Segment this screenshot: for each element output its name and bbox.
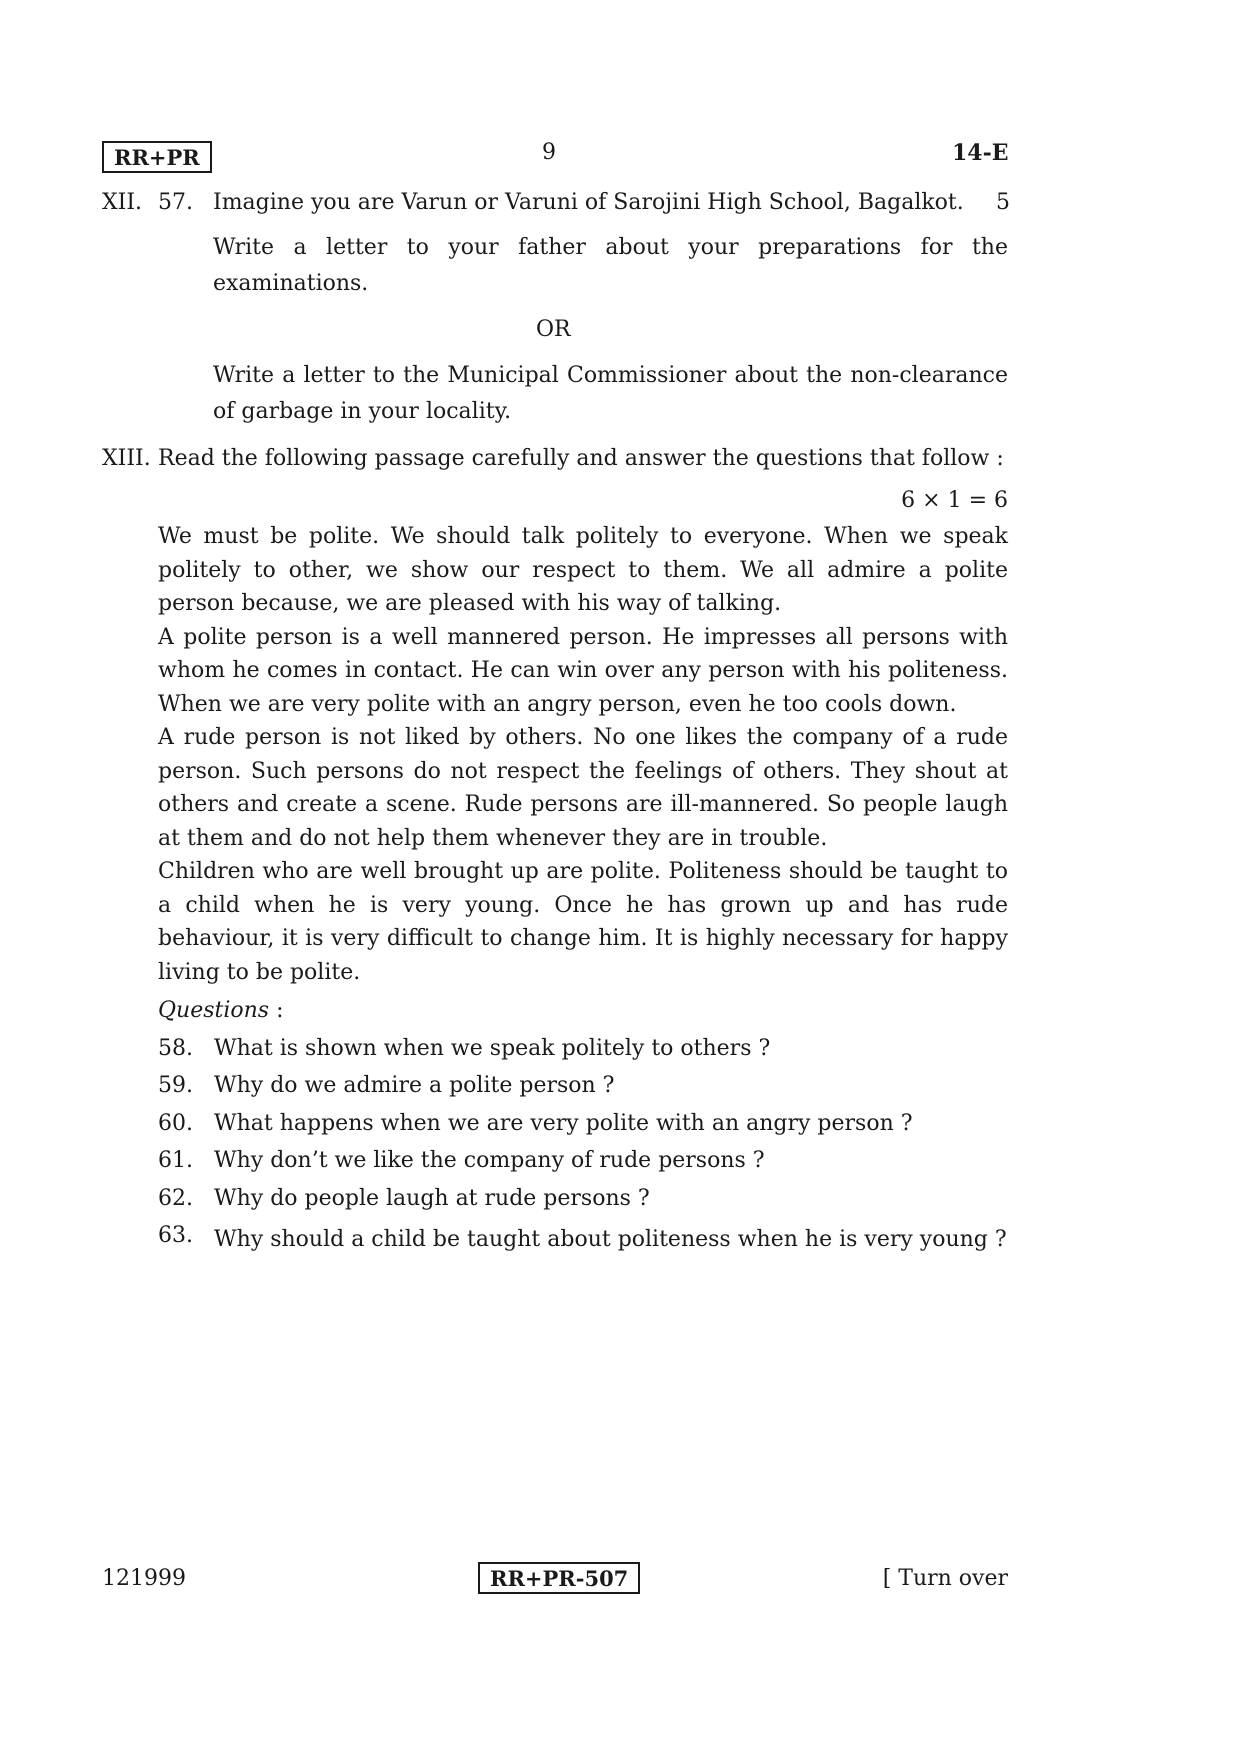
passage-paragraph: We must be polite. We should talk politely to everyone. When we speak politely to other, we show our respect to them. We all admire a polite person because, we are pleased with his way of talking.: [158, 524, 1008, 616]
questions-heading-label: Questions: [158, 998, 270, 1023]
question-number: 63.: [158, 1223, 193, 1248]
question-text: What happens when we are very polite with an angry person ?: [214, 1111, 913, 1136]
question-item: [158, 1036, 1008, 1066]
question-57-option2-line1: Write a letter to the Municipal Commissioner about the non-clearance: [213, 363, 1008, 388]
question-text: Why should a child be taught about politeness when he is very young ?: [214, 1227, 1007, 1252]
question-57-option1-line1: Write a letter to your father about your preparations for the: [213, 235, 1008, 260]
question-57-marks: 5: [996, 190, 1010, 215]
section-label-xiii: XIII.: [102, 446, 151, 471]
question-number: 59.: [158, 1073, 193, 1098]
passage-paragraph: Children who are well brought up are polite. Politeness should be taught to a child when he is very young. Once he has grown up and has rude behaviour, it is very difficult to change him. It is highly necessary for happy living to be polite.: [158, 859, 1008, 985]
subject-code: 14-E: [952, 140, 1009, 166]
question-57-option1-line2: examinations.: [213, 271, 369, 296]
questions-heading-colon: :: [269, 998, 284, 1023]
question-number: 58.: [158, 1036, 193, 1061]
question-item: [158, 1223, 1008, 1293]
passage-paragraph: A polite person is a well mannered person. He impresses all persons with whom he comes in contact. He can win over any person with his politeness. When we are very polite with an angry person, even he too cools down.: [158, 624, 1008, 717]
questions-heading: [158, 998, 284, 1023]
passage-paragraph: A rude person is not liked by others. No one likes the company of a rude person. Such persons do not respect the feelings of others. They shout at others and create a scene. Rude persons are ill-mannered. So people laugh at them and do not help them whenever they are in trouble.: [158, 725, 1008, 851]
or-separator: OR: [536, 317, 571, 342]
passage: [158, 520, 1008, 989]
question-text: What is shown when we speak politely to others ?: [214, 1036, 771, 1061]
question-57-option2-line2: of garbage in your locality.: [213, 399, 512, 424]
question-text: Why do we admire a polite person ?: [214, 1073, 615, 1098]
question-number: 60.: [158, 1111, 193, 1136]
question-item: [158, 1073, 1008, 1103]
turn-over-note: [ Turn over: [882, 1566, 1008, 1591]
section-13-instruction: Read the following passage carefully and answer the questions that follow :: [158, 446, 1004, 471]
footer-paper-code: RR+PR-507: [478, 1562, 640, 1594]
question-number-57: 57.: [158, 190, 193, 215]
question-item: [158, 1148, 1008, 1178]
section-13-marks: 6 × 1 = 6: [901, 488, 1008, 513]
question-text: Why don’t we like the company of rude persons ?: [214, 1148, 765, 1173]
section-label-xii: XII.: [102, 190, 143, 215]
question-item: [158, 1186, 1008, 1216]
question-57-prompt: Imagine you are Varun or Varuni of Sarojini High School, Bagalkot.: [213, 190, 964, 215]
paper-code-badge: RR+PR: [102, 141, 212, 173]
question-number: 61.: [158, 1148, 193, 1173]
question-number: 62.: [158, 1186, 193, 1211]
footer-serial: 121999: [102, 1566, 186, 1591]
question-item: [158, 1111, 1008, 1141]
page-number: 9: [542, 140, 556, 165]
question-text: Why do people laugh at rude persons ?: [214, 1186, 650, 1211]
